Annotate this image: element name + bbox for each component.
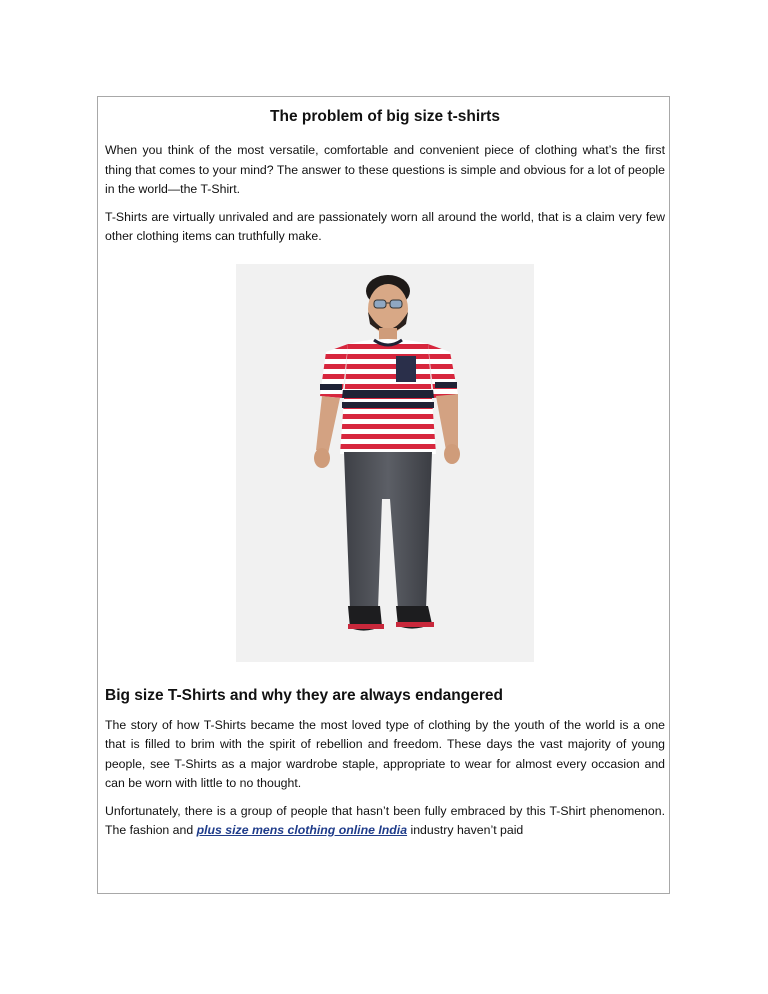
plus-size-clothing-link[interactable]: plus size mens clothing online India bbox=[196, 823, 408, 837]
document-page bbox=[97, 96, 670, 894]
paragraph-unrivaled: T-Shirts are virtually unrivaled and are passionately worn all around the world, that is a claim very few other clothing items can truthfully make. bbox=[105, 209, 665, 243]
paragraph-unfortunately bbox=[105, 802, 665, 841]
man-in-striped-tshirt-photo bbox=[236, 264, 534, 662]
paragraph-text-start: Unfortunately, there is a group of people that hasn’t been fully embraced by this T-Shirt phenomenon. The fashion and bbox=[105, 803, 665, 837]
document-content bbox=[105, 107, 665, 849]
paragraph-text-end: industry haven’t paid bbox=[407, 823, 524, 837]
page-title: The problem of big size t-shirts bbox=[270, 108, 500, 125]
paragraph-intro: When you think of the most versatile, comfortable and convenient piece of clothing what’s the first thing that comes to your mind? The answer to these questions is simple and obvious for a lot of people in the world—the T-Shirt. bbox=[105, 143, 665, 196]
paragraph-story: The story of how T-Shirts became the most loved type of clothing by the youth of the world is a one that is filled to brim with the spirit of rebellion and freedom. These days the vast majority of young people, see T-Shirts as a major wardrobe staple, appropriate to wear for almost every occasion and can be worn with little to no thought. bbox=[105, 717, 665, 790]
figure bbox=[105, 264, 665, 662]
section-heading: Big size T-Shirts and why they are always endangered bbox=[105, 686, 503, 704]
